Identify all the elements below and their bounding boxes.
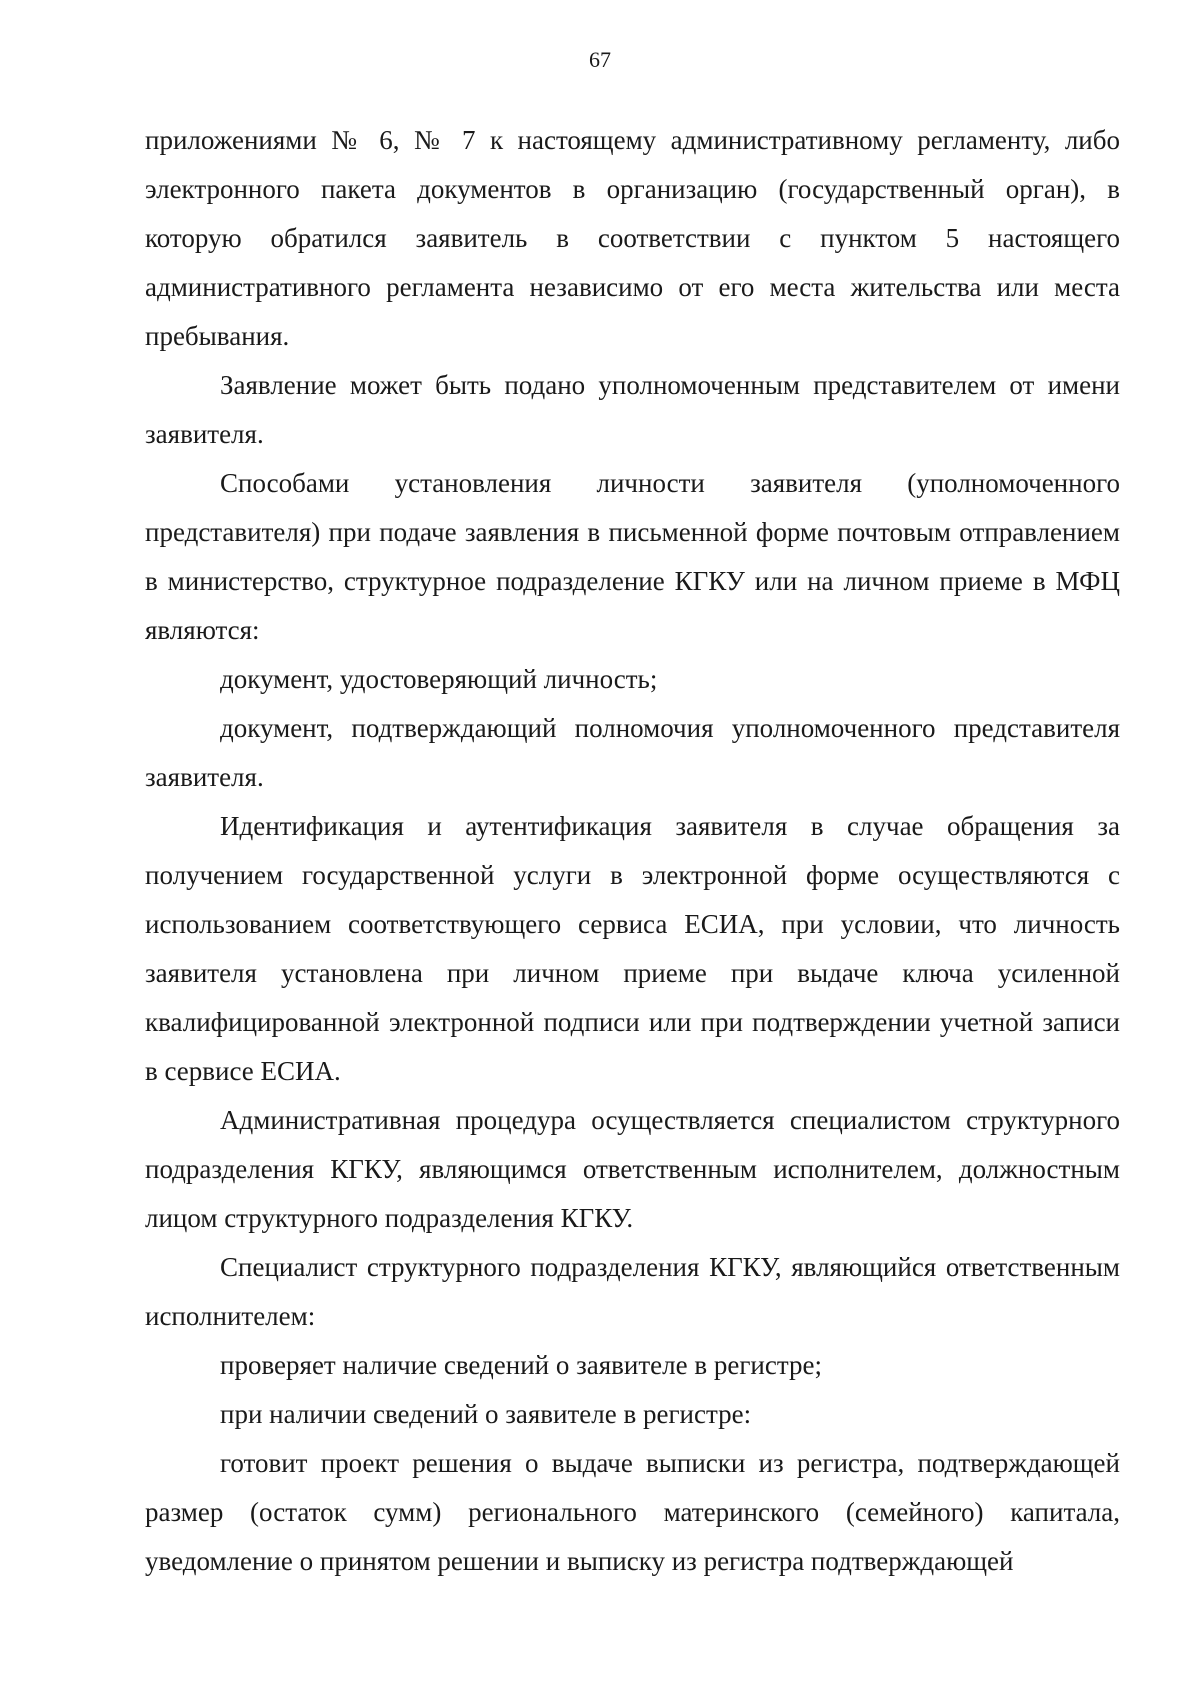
paragraph-9: проверяет наличие сведений о заявителе в регистре; [220,1350,822,1380]
paragraph-3: Способами установления личности заявителя (уполномоченного представителя) при подаче заявления в письменной форме почтовым отправлением в министерство, структурное подразделение КГКУ или на личном приеме в МФЦ являются: [145,468,1120,645]
paragraph-10: при наличии сведений о заявителе в регистре: [220,1399,752,1429]
paragraph-7: Административная процедура осуществляется специалистом структурного подразделения КГКУ, являющимся ответственным исполнителем, должностным лицом структурного подразделения КГКУ. [145,1105,1120,1233]
paragraph-5: документ, подтверждающий полномочия уполномоченного представителя заявителя. [145,713,1120,792]
paragraph-4: документ, удостоверяющий личность; [220,664,658,694]
paragraph-11: готовит проект решения о выдаче выписки из регистра, подтверждающей размер (остаток сумм) регионального материнского (семейного) капитала, уведомление о принятом решении и выписку из регистра подтверждающей [145,1448,1120,1576]
paragraph-2: Заявление может быть подано уполномоченным представителем от имени заявителя. [145,370,1120,449]
page-number: 67 [589,47,611,72]
paragraph-8: Специалист структурного подразделения КГКУ, являющийся ответственным исполнителем: [145,1252,1120,1331]
document-body [145,116,1120,1586]
paragraph-6: Идентификация и аутентификация заявителя в случае обращения за получением государственной услуги в электронной форме осуществляются с использованием соответствующего сервиса ЕСИА, при условии, что личность заявителя установлена при личном приеме при выдаче ключа усиленной квалифицированной электронной подписи или при подтверждении учетной записи в сервисе ЕСИА. [145,811,1120,1086]
paragraph-1: приложениями № 6, № 7 к настоящему административному регламенту, либо электронного пакета документов в организацию (государственный орган), в которую обратился заявитель в соответствии с пунктом 5 настоящего административного регламента независимо от его места жительства или места пребывания. [145,125,1120,351]
